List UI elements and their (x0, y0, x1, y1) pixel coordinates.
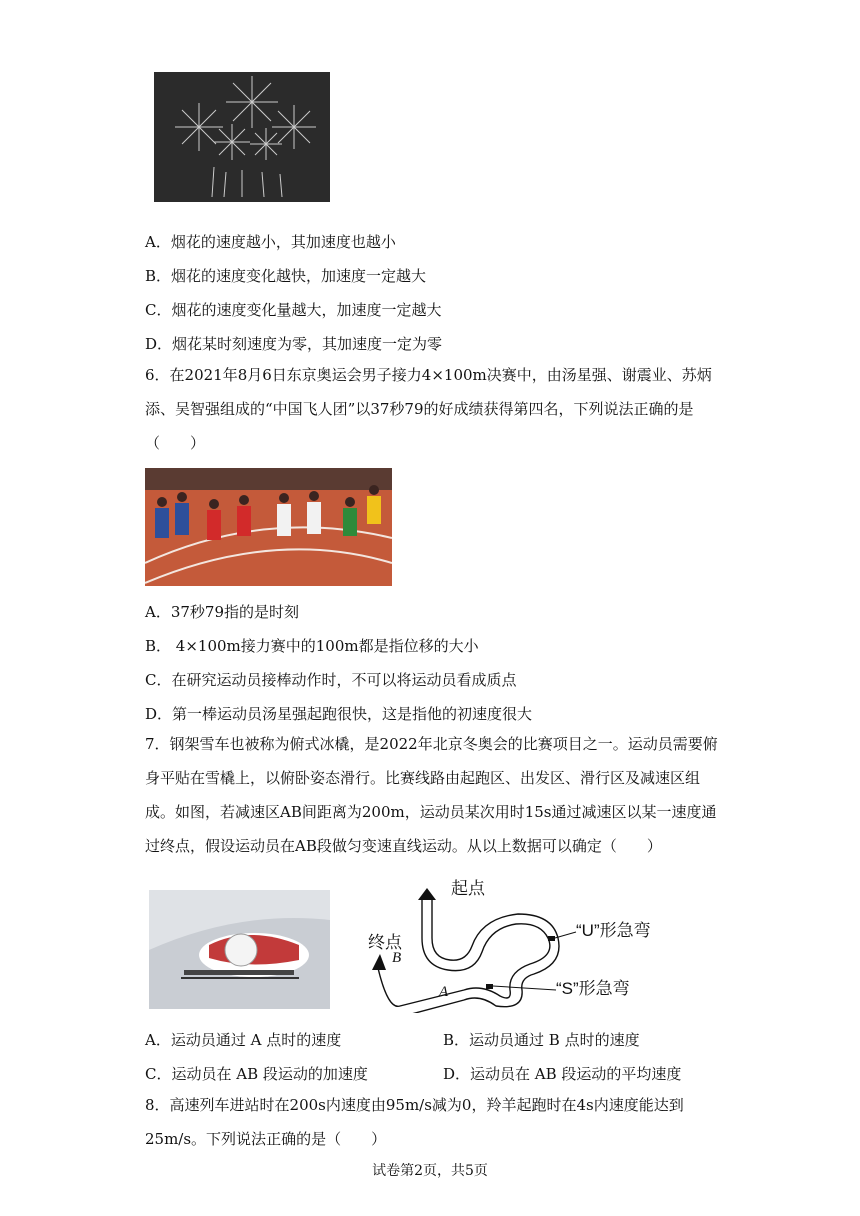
label-start: 起点 (451, 879, 485, 898)
q6-stem: 6．在2021年8月6日东京奥运会男子接力4×100m决赛中，由汤星强、谢震业、苏炳添、吴智强组成的“中国飞人团”以37秒79的好成绩获得第四名，下列说法正确的是（ ） (145, 366, 712, 452)
q6-option-d: D．第一棒运动员汤星强起跑很快，这是指他的初速度很大 (145, 705, 533, 723)
label-end: 终点 (368, 933, 402, 952)
start-arrow (418, 888, 436, 900)
end-arrow (372, 954, 386, 970)
bobsled-track-diagram (360, 878, 690, 1013)
label-s-turn: “S”形急弯 (556, 979, 630, 998)
q6-option-a: A．37秒79指的是时刻 (145, 603, 300, 621)
q7-option-c: C．运动员在 AB 段运动的加速度 (145, 1065, 368, 1083)
q5-option-a: A．烟花的速度越小，其加速度也越小 (145, 233, 396, 251)
label-u-turn: “U”形急弯 (576, 921, 651, 940)
relay-race-photo (145, 468, 392, 586)
q6-option-c: C．在研究运动员接棒动作时，不可以将运动员看成质点 (145, 671, 517, 689)
q7-stem: 7．钢架雪车也被称为俯式冰橇，是2022年北京冬奥会的比赛项目之一。运动员需要俯身平贴在雪橇上，以俯卧姿态滑行。比赛线路由起跑区、出发区、滑行区及减速区组成。如图，若减速区AB间距离为200m，运动员某次用时15s通过减速区以某一速度通过终点，假设运动员在AB段做匀变速直线运动。从以上数据可以确定（ ） (145, 735, 718, 855)
fireworks-photo (154, 72, 330, 202)
label-point-b: B (392, 950, 402, 966)
q7-option-a: A．运动员通过 A 点时的速度 (145, 1031, 342, 1049)
q5-option-c: C．烟花的速度变化量越大，加速度一定越大 (145, 301, 442, 319)
q5-option-d: D．烟花某时刻速度为零，其加速度一定为零 (145, 335, 443, 353)
q7-option-d: D．运动员在 AB 段运动的平均速度 (443, 1065, 682, 1083)
q8-stem: 8．高速列车进站时在200s内速度由95m/s减为0，羚羊起跑时在4s内速度能达到25m/s。下列说法正确的是（ ） (145, 1096, 684, 1148)
label-point-a: A (439, 984, 449, 1000)
q5-option-b: B．烟花的速度变化越快，加速度一定越大 (145, 267, 427, 285)
q7-option-b: B．运动员通过 B 点时的速度 (443, 1031, 640, 1049)
q6-option-b: B． 4×100m接力赛中的100m都是指位移的大小 (145, 637, 479, 655)
page-footer: 试卷第2页，共5页 (372, 1163, 488, 1179)
skeleton-sled-photo (149, 890, 330, 1009)
